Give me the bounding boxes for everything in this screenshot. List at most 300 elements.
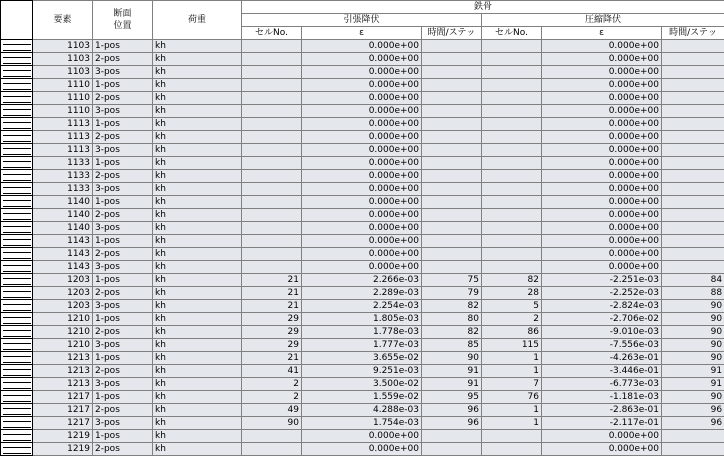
tension-time-step-cell[interactable]: 96 <box>422 404 482 417</box>
compression-time-step-cell[interactable]: 90 <box>662 326 724 339</box>
section-cell[interactable]: 1-pos <box>93 118 153 131</box>
table-row[interactable] <box>1 170 724 183</box>
tension-eps-cell[interactable]: 0.000e+00 <box>302 131 422 144</box>
compression-eps-cell[interactable]: 0.000e+00 <box>542 118 662 131</box>
section-cell[interactable]: 1-pos <box>93 391 153 404</box>
compression-cell-no-cell[interactable] <box>482 222 542 235</box>
tension-cell-no-cell[interactable] <box>242 209 302 222</box>
table-row[interactable] <box>1 144 724 157</box>
table-row[interactable] <box>1 209 724 222</box>
compression-eps-cell[interactable]: -2.824e-03 <box>542 300 662 313</box>
compression-time-step-cell[interactable]: 84 <box>662 274 724 287</box>
tension-time-step-cell[interactable] <box>422 248 482 261</box>
element-cell[interactable]: 1143 <box>33 261 93 274</box>
tension-eps-cell[interactable]: 3.500e-02 <box>302 378 422 391</box>
compression-eps-cell[interactable]: -9.010e-03 <box>542 326 662 339</box>
compression-eps-cell[interactable]: -3.446e-01 <box>542 365 662 378</box>
compression-cell-no-cell[interactable] <box>482 248 542 261</box>
row-selector[interactable] <box>1 365 33 378</box>
tension-cell-no-cell[interactable]: 29 <box>242 313 302 326</box>
tension-eps-header[interactable]: ε <box>302 27 422 40</box>
load-cell[interactable]: kh <box>153 196 242 209</box>
tension-cell-no-cell[interactable] <box>242 66 302 79</box>
tension-time-step-cell[interactable]: 82 <box>422 326 482 339</box>
row-selector[interactable] <box>1 183 33 196</box>
compression-time-step-cell[interactable] <box>662 131 724 144</box>
compression-time-step-cell[interactable] <box>662 235 724 248</box>
tension-cell-no-cell[interactable] <box>242 105 302 118</box>
section-cell[interactable]: 2-pos <box>93 248 153 261</box>
element-cell[interactable]: 1140 <box>33 222 93 235</box>
row-selector[interactable] <box>1 53 33 66</box>
row-selector[interactable] <box>1 352 33 365</box>
compression-time-step-cell[interactable]: 90 <box>662 300 724 313</box>
table-row[interactable] <box>1 79 724 92</box>
tension-eps-cell[interactable]: 0.000e+00 <box>302 261 422 274</box>
compression-cell-no-cell[interactable] <box>482 430 542 443</box>
compression-eps-cell[interactable]: 0.000e+00 <box>542 53 662 66</box>
compression-cell-no-cell[interactable]: 7 <box>482 378 542 391</box>
tension-eps-cell[interactable]: 3.655e-02 <box>302 352 422 365</box>
table-row[interactable] <box>1 287 724 300</box>
compression-eps-cell[interactable]: 0.000e+00 <box>542 443 662 456</box>
compression-yield-header[interactable]: 圧縮降伏 <box>482 14 724 27</box>
row-selector[interactable] <box>1 66 33 79</box>
compression-eps-header[interactable]: ε <box>542 27 662 40</box>
compression-cell-no-cell[interactable] <box>482 209 542 222</box>
tension-eps-cell[interactable]: 2.289e-03 <box>302 287 422 300</box>
corner-header[interactable] <box>1 1 33 40</box>
row-selector[interactable] <box>1 105 33 118</box>
tension-cell-no-cell[interactable]: 41 <box>242 365 302 378</box>
compression-time-step-cell[interactable]: 96 <box>662 404 724 417</box>
table-row[interactable] <box>1 92 724 105</box>
table-row[interactable] <box>1 157 724 170</box>
tension-cell-no-cell[interactable]: 49 <box>242 404 302 417</box>
compression-cell-no-cell[interactable] <box>482 261 542 274</box>
element-cell[interactable]: 1140 <box>33 209 93 222</box>
compression-cell-no-cell[interactable] <box>482 66 542 79</box>
tension-eps-cell[interactable]: 1.778e-03 <box>302 326 422 339</box>
element-cell[interactable]: 1113 <box>33 118 93 131</box>
tension-time-step-cell[interactable] <box>422 170 482 183</box>
compression-eps-cell[interactable]: 0.000e+00 <box>542 157 662 170</box>
tension-time-step-cell[interactable] <box>422 105 482 118</box>
table-row[interactable] <box>1 105 724 118</box>
tension-cell-no-cell[interactable] <box>242 92 302 105</box>
section-cell[interactable]: 1-pos <box>93 196 153 209</box>
tension-eps-cell[interactable]: 0.000e+00 <box>302 118 422 131</box>
table-row[interactable] <box>1 274 724 287</box>
compression-time-step-cell[interactable] <box>662 79 724 92</box>
section-cell[interactable]: 1-pos <box>93 79 153 92</box>
compression-time-step-cell[interactable]: 96 <box>662 417 724 430</box>
section-cell[interactable]: 2-pos <box>93 404 153 417</box>
load-cell[interactable]: kh <box>153 118 242 131</box>
row-selector[interactable] <box>1 430 33 443</box>
tension-eps-cell[interactable]: 0.000e+00 <box>302 183 422 196</box>
tension-cell-no-cell[interactable]: 2 <box>242 378 302 391</box>
compression-time-step-cell[interactable] <box>662 40 724 53</box>
compression-cell-no-cell[interactable] <box>482 170 542 183</box>
compression-eps-cell[interactable]: 0.000e+00 <box>542 209 662 222</box>
tension-time-step-cell[interactable]: 91 <box>422 378 482 391</box>
tension-eps-cell[interactable]: 0.000e+00 <box>302 196 422 209</box>
table-row[interactable] <box>1 339 724 352</box>
table-row[interactable] <box>1 196 724 209</box>
compression-eps-cell[interactable]: -6.773e-03 <box>542 378 662 391</box>
load-cell[interactable]: kh <box>153 235 242 248</box>
compression-eps-cell[interactable]: 0.000e+00 <box>542 144 662 157</box>
tension-cell-no-cell[interactable] <box>242 443 302 456</box>
tension-time-step-cell[interactable] <box>422 196 482 209</box>
compression-time-step-cell[interactable] <box>662 430 724 443</box>
tension-time-step-cell[interactable]: 80 <box>422 313 482 326</box>
compression-cell-no-cell[interactable] <box>482 157 542 170</box>
tension-time-step-cell[interactable] <box>422 157 482 170</box>
load-cell[interactable]: kh <box>153 378 242 391</box>
tension-eps-cell[interactable]: 0.000e+00 <box>302 105 422 118</box>
table-row[interactable] <box>1 365 724 378</box>
tension-time-step-cell[interactable] <box>422 92 482 105</box>
compression-cell-no-cell[interactable]: 115 <box>482 339 542 352</box>
table-row[interactable] <box>1 222 724 235</box>
tension-cell-no-cell[interactable] <box>242 235 302 248</box>
section-cell[interactable]: 3-pos <box>93 300 153 313</box>
section-cell[interactable]: 2-pos <box>93 209 153 222</box>
compression-time-step-cell[interactable] <box>662 248 724 261</box>
table-row[interactable] <box>1 66 724 79</box>
row-selector[interactable] <box>1 92 33 105</box>
table-row[interactable] <box>1 235 724 248</box>
tension-cell-no-cell[interactable] <box>242 131 302 144</box>
row-selector[interactable] <box>1 339 33 352</box>
compression-cell-no-cell[interactable]: 1 <box>482 404 542 417</box>
row-selector[interactable] <box>1 209 33 222</box>
table-row[interactable] <box>1 248 724 261</box>
element-cell[interactable]: 1103 <box>33 66 93 79</box>
element-cell[interactable]: 1217 <box>33 391 93 404</box>
tension-cell-no-cell[interactable] <box>242 79 302 92</box>
tension-cell-no-cell[interactable] <box>242 248 302 261</box>
tension-cell-no-cell[interactable] <box>242 144 302 157</box>
tension-cell-no-cell[interactable]: 21 <box>242 274 302 287</box>
compression-time-step-cell[interactable] <box>662 222 724 235</box>
tension-eps-cell[interactable]: 0.000e+00 <box>302 53 422 66</box>
col-element-header[interactable]: 要素 <box>33 1 93 40</box>
compression-cell-no-cell[interactable] <box>482 196 542 209</box>
element-cell[interactable]: 1213 <box>33 378 93 391</box>
compression-eps-cell[interactable]: 0.000e+00 <box>542 248 662 261</box>
tension-time-step-cell[interactable] <box>422 261 482 274</box>
tension-time-step-cell[interactable] <box>422 209 482 222</box>
compression-cell-no-cell[interactable] <box>482 131 542 144</box>
row-selector[interactable] <box>1 443 33 456</box>
section-cell[interactable]: 1-pos <box>93 274 153 287</box>
row-selector[interactable] <box>1 326 33 339</box>
table-row[interactable] <box>1 53 724 66</box>
compression-time-step-cell[interactable]: 91 <box>662 378 724 391</box>
tension-time-step-cell[interactable]: 96 <box>422 417 482 430</box>
table-row[interactable] <box>1 391 724 404</box>
section-cell[interactable]: 2-pos <box>93 92 153 105</box>
element-cell[interactable]: 1143 <box>33 248 93 261</box>
row-selector[interactable] <box>1 118 33 131</box>
element-cell[interactable]: 1219 <box>33 443 93 456</box>
row-selector[interactable] <box>1 300 33 313</box>
compression-eps-cell[interactable]: -2.251e-03 <box>542 274 662 287</box>
load-cell[interactable]: kh <box>153 287 242 300</box>
tension-cell-no-cell[interactable] <box>242 183 302 196</box>
tension-eps-cell[interactable]: 0.000e+00 <box>302 222 422 235</box>
load-cell[interactable]: kh <box>153 391 242 404</box>
row-selector[interactable] <box>1 79 33 92</box>
section-cell[interactable]: 1-pos <box>93 313 153 326</box>
load-cell[interactable]: kh <box>153 326 242 339</box>
tension-time-step-cell[interactable] <box>422 131 482 144</box>
compression-eps-cell[interactable]: 0.000e+00 <box>542 131 662 144</box>
table-row[interactable] <box>1 352 724 365</box>
tension-eps-cell[interactable]: 1.805e-03 <box>302 313 422 326</box>
element-cell[interactable]: 1113 <box>33 131 93 144</box>
compression-time-step-cell[interactable] <box>662 209 724 222</box>
tension-eps-cell[interactable]: 0.000e+00 <box>302 170 422 183</box>
tension-eps-cell[interactable]: 1.777e-03 <box>302 339 422 352</box>
load-cell[interactable]: kh <box>153 417 242 430</box>
table-row[interactable] <box>1 131 724 144</box>
element-cell[interactable]: 1213 <box>33 365 93 378</box>
tension-cell-no-cell[interactable] <box>242 40 302 53</box>
compression-eps-cell[interactable]: -7.556e-03 <box>542 339 662 352</box>
section-cell[interactable]: 1-pos <box>93 235 153 248</box>
load-cell[interactable]: kh <box>153 170 242 183</box>
element-cell[interactable]: 1113 <box>33 144 93 157</box>
compression-time-step-cell[interactable] <box>662 183 724 196</box>
row-selector[interactable] <box>1 40 33 53</box>
tension-cell-no-cell[interactable] <box>242 430 302 443</box>
load-cell[interactable]: kh <box>153 157 242 170</box>
tension-time-step-cell[interactable] <box>422 118 482 131</box>
tension-yield-header[interactable]: 引張降伏 <box>242 14 482 27</box>
element-cell[interactable]: 1103 <box>33 53 93 66</box>
compression-time-step-cell[interactable] <box>662 196 724 209</box>
row-selector[interactable] <box>1 313 33 326</box>
col-load-header[interactable]: 荷重 <box>153 1 242 40</box>
row-selector[interactable] <box>1 261 33 274</box>
load-cell[interactable]: kh <box>153 404 242 417</box>
tension-cell-no-cell[interactable]: 2 <box>242 391 302 404</box>
compression-time-step-cell[interactable] <box>662 157 724 170</box>
tension-cell-no-cell[interactable]: 21 <box>242 352 302 365</box>
section-cell[interactable]: 1-pos <box>93 40 153 53</box>
row-selector[interactable] <box>1 391 33 404</box>
compression-cell-no-cell[interactable]: 82 <box>482 274 542 287</box>
table-row[interactable] <box>1 430 724 443</box>
tension-time-step-cell[interactable]: 95 <box>422 391 482 404</box>
tension-time-step-cell[interactable]: 79 <box>422 287 482 300</box>
section-cell[interactable]: 2-pos <box>93 131 153 144</box>
tension-eps-cell[interactable]: 0.000e+00 <box>302 79 422 92</box>
element-cell[interactable]: 1133 <box>33 183 93 196</box>
element-cell[interactable]: 1210 <box>33 326 93 339</box>
compression-eps-cell[interactable]: 0.000e+00 <box>542 79 662 92</box>
compression-eps-cell[interactable]: 0.000e+00 <box>542 196 662 209</box>
tension-eps-cell[interactable]: 0.000e+00 <box>302 430 422 443</box>
compression-time-step-cell[interactable] <box>662 105 724 118</box>
compression-time-step-cell[interactable] <box>662 170 724 183</box>
section-cell[interactable]: 3-pos <box>93 261 153 274</box>
tension-eps-cell[interactable]: 0.000e+00 <box>302 235 422 248</box>
section-cell[interactable]: 3-pos <box>93 378 153 391</box>
tension-time-step-cell[interactable]: 75 <box>422 274 482 287</box>
tension-cell-no-cell[interactable] <box>242 222 302 235</box>
compression-time-step-cell[interactable] <box>662 443 724 456</box>
row-selector[interactable] <box>1 222 33 235</box>
row-selector[interactable] <box>1 157 33 170</box>
tension-time-step-cell[interactable] <box>422 430 482 443</box>
section-cell[interactable]: 3-pos <box>93 66 153 79</box>
tension-eps-cell[interactable]: 0.000e+00 <box>302 209 422 222</box>
tension-cell-no-header[interactable]: セルNo. <box>242 27 302 40</box>
element-cell[interactable]: 1203 <box>33 274 93 287</box>
table-row[interactable] <box>1 118 724 131</box>
compression-cell-no-cell[interactable] <box>482 53 542 66</box>
tension-cell-no-cell[interactable]: 90 <box>242 417 302 430</box>
section-cell[interactable]: 2-pos <box>93 287 153 300</box>
element-cell[interactable]: 1110 <box>33 79 93 92</box>
compression-time-step-cell[interactable]: 91 <box>662 365 724 378</box>
section-cell[interactable]: 1-pos <box>93 352 153 365</box>
section-cell[interactable]: 3-pos <box>93 339 153 352</box>
element-cell[interactable]: 1217 <box>33 417 93 430</box>
section-cell[interactable]: 2-pos <box>93 326 153 339</box>
tension-time-step-header[interactable]: 時間/ステッ <box>422 27 482 40</box>
row-selector[interactable] <box>1 170 33 183</box>
element-cell[interactable]: 1213 <box>33 352 93 365</box>
load-cell[interactable]: kh <box>153 443 242 456</box>
compression-eps-cell[interactable]: 0.000e+00 <box>542 105 662 118</box>
row-selector[interactable] <box>1 144 33 157</box>
element-cell[interactable]: 1110 <box>33 92 93 105</box>
element-cell[interactable]: 1210 <box>33 313 93 326</box>
tension-cell-no-cell[interactable] <box>242 170 302 183</box>
compression-cell-no-cell[interactable] <box>482 235 542 248</box>
load-cell[interactable]: kh <box>153 248 242 261</box>
tension-time-step-cell[interactable] <box>422 144 482 157</box>
compression-cell-no-cell[interactable]: 1 <box>482 352 542 365</box>
compression-cell-no-cell[interactable] <box>482 183 542 196</box>
compression-time-step-cell[interactable]: 88 <box>662 287 724 300</box>
tension-cell-no-cell[interactable] <box>242 157 302 170</box>
table-row[interactable] <box>1 183 724 196</box>
load-cell[interactable]: kh <box>153 430 242 443</box>
element-cell[interactable]: 1133 <box>33 157 93 170</box>
tension-cell-no-cell[interactable] <box>242 261 302 274</box>
compression-cell-no-cell[interactable]: 5 <box>482 300 542 313</box>
tension-time-step-cell[interactable]: 91 <box>422 365 482 378</box>
compression-cell-no-cell[interactable]: 76 <box>482 391 542 404</box>
section-cell[interactable]: 3-pos <box>93 144 153 157</box>
compression-eps-cell[interactable]: 0.000e+00 <box>542 183 662 196</box>
table-row[interactable] <box>1 313 724 326</box>
tension-cell-no-cell[interactable]: 21 <box>242 300 302 313</box>
section-cell[interactable]: 3-pos <box>93 183 153 196</box>
tension-time-step-cell[interactable]: 90 <box>422 352 482 365</box>
tension-eps-cell[interactable]: 0.000e+00 <box>302 66 422 79</box>
compression-time-step-cell[interactable]: 90 <box>662 391 724 404</box>
section-cell[interactable]: 3-pos <box>93 105 153 118</box>
load-cell[interactable]: kh <box>153 300 242 313</box>
tension-cell-no-cell[interactable]: 29 <box>242 326 302 339</box>
tension-time-step-cell[interactable] <box>422 443 482 456</box>
compression-time-step-cell[interactable]: 90 <box>662 352 724 365</box>
tension-eps-cell[interactable]: 1.559e-02 <box>302 391 422 404</box>
compression-time-step-cell[interactable] <box>662 92 724 105</box>
tension-time-step-cell[interactable] <box>422 235 482 248</box>
tension-cell-no-cell[interactable]: 21 <box>242 287 302 300</box>
compression-time-step-cell[interactable] <box>662 144 724 157</box>
compression-eps-cell[interactable]: 0.000e+00 <box>542 66 662 79</box>
row-selector[interactable] <box>1 235 33 248</box>
compression-time-step-cell[interactable] <box>662 66 724 79</box>
compression-eps-cell[interactable]: -1.181e-03 <box>542 391 662 404</box>
tension-eps-cell[interactable]: 0.000e+00 <box>302 144 422 157</box>
tension-cell-no-cell[interactable]: 29 <box>242 339 302 352</box>
compression-cell-no-cell[interactable]: 2 <box>482 313 542 326</box>
col-section-header[interactable] <box>93 1 153 40</box>
tension-eps-cell[interactable]: 1.754e-03 <box>302 417 422 430</box>
load-cell[interactable]: kh <box>153 105 242 118</box>
tension-eps-cell[interactable]: 2.254e-03 <box>302 300 422 313</box>
table-row[interactable] <box>1 404 724 417</box>
element-cell[interactable]: 1143 <box>33 235 93 248</box>
load-cell[interactable]: kh <box>153 352 242 365</box>
compression-cell-no-cell[interactable] <box>482 92 542 105</box>
compression-cell-no-cell[interactable] <box>482 105 542 118</box>
compression-eps-cell[interactable]: 0.000e+00 <box>542 430 662 443</box>
load-cell[interactable]: kh <box>153 222 242 235</box>
element-cell[interactable]: 1103 <box>33 40 93 53</box>
compression-cell-no-cell[interactable]: 28 <box>482 287 542 300</box>
row-selector[interactable] <box>1 287 33 300</box>
load-cell[interactable]: kh <box>153 66 242 79</box>
tension-time-step-cell[interactable] <box>422 183 482 196</box>
tension-cell-no-cell[interactable] <box>242 53 302 66</box>
section-cell[interactable]: 3-pos <box>93 222 153 235</box>
compression-cell-no-cell[interactable] <box>482 443 542 456</box>
compression-eps-cell[interactable]: -2.706e-02 <box>542 313 662 326</box>
tension-time-step-cell[interactable] <box>422 79 482 92</box>
section-cell[interactable]: 3-pos <box>93 417 153 430</box>
table-row[interactable] <box>1 443 724 456</box>
steel-group-header[interactable]: 鉄骨 <box>242 1 724 14</box>
load-cell[interactable]: kh <box>153 144 242 157</box>
load-cell[interactable]: kh <box>153 40 242 53</box>
section-cell[interactable]: 2-pos <box>93 365 153 378</box>
compression-time-step-cell[interactable] <box>662 261 724 274</box>
element-cell[interactable]: 1140 <box>33 196 93 209</box>
compression-cell-no-cell[interactable]: 1 <box>482 365 542 378</box>
compression-eps-cell[interactable]: -2.863e-01 <box>542 404 662 417</box>
section-cell[interactable]: 1-pos <box>93 157 153 170</box>
section-cell[interactable]: 1-pos <box>93 430 153 443</box>
tension-eps-cell[interactable]: 0.000e+00 <box>302 92 422 105</box>
row-selector[interactable] <box>1 417 33 430</box>
tension-eps-cell[interactable]: 9.251e-03 <box>302 365 422 378</box>
tension-time-step-cell[interactable] <box>422 53 482 66</box>
compression-cell-no-cell[interactable] <box>482 144 542 157</box>
compression-time-step-header[interactable]: 時間/ステッ <box>662 27 724 40</box>
